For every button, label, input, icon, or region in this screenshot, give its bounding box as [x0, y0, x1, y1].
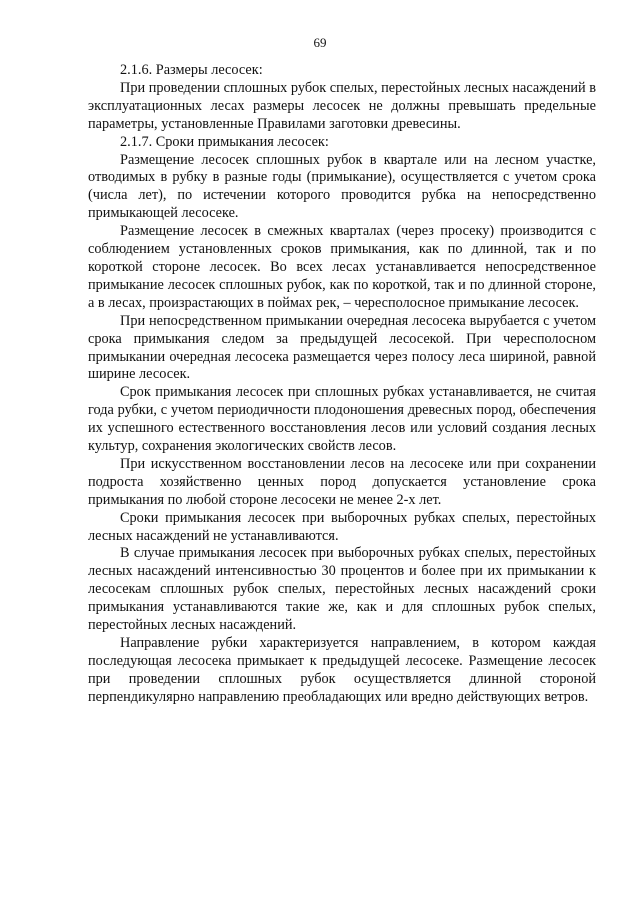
document-body	[88, 62, 596, 707]
section-heading-2-1-7: 2.1.7. Сроки примыкания лесосек:	[120, 133, 329, 150]
paragraph-selective-terms: Сроки примыкания лесосек при выборочных рубках спелых, перестойных лесных насаждений не устанавливаются.	[88, 509, 596, 544]
paragraph-adjacent-quarters: Размещение лесосек в смежных кварталах (через просеку) производится с соблюдением установленных сроков примыкания, как по длинной, так и по короткой стороне лесосек. Во всех лесах устанавливается непосредственное примыкание лесосек сплошных рубок, как по короткой, так и по длинной стороне, а в лесах, произрастающих в поймах рек, – чересполосное примыкание лесосек.	[88, 223, 596, 311]
paragraph-direct-adjacency: При непосредственном примыкании очередная лесосека вырубается с учетом срока примыкания следом за предыдущей лесосекой. При чересполосном примыкании очередная лесосека размещается через полосу леса шириной, равной ширине лесосек.	[88, 312, 596, 383]
page-number: 69	[313, 35, 327, 50]
paragraph-clearcut-size: При проведении сплошных рубок спелых, перестойных лесных насаждений в эксплуатационных лесах размеры лесосек не должны превышать предельные параметры, установленные Правилами заготовки древесины.	[88, 79, 596, 132]
paragraph-artificial-regeneration: При искусственном восстановлении лесов на лесосеке или при сохранении подроста хозяйственно ценных пород допускается установление срока примыкания по любой стороне лесосеки не менее 2-х лет.	[88, 455, 596, 508]
paragraph-adjacency-term: Срок примыкания лесосек при сплошных рубках устанавливается, не считая года рубки, с учетом периодичности плодоношения древесных пород, обеспечения их успешного естественного восстановления лесов или условий создания лесных культур, сохранения экологических свойств лесов.	[88, 384, 596, 455]
paragraph-cutting-direction: Направление рубки характеризуется направлением, в котором каждая последующая лесосека примыкает к предыдущей лесосеке. Размещение лесосек при проведении сплошных рубок осуществляется длинной стороной перпендикулярно направлению преобладающих или вредно действующих ветров.	[88, 635, 596, 705]
paragraph-placement: Размещение лесосек сплошных рубок в квартале или на лесном участке, отводимых в рубку в разные годы (примыкание), осуществляется с учетом срока (числа лет), по истечении которого проводится рубка на непосредственно примыкающей лесосеке.	[88, 151, 596, 222]
section-heading-2-1-6: 2.1.6. Размеры лесосек:	[120, 62, 263, 78]
paragraph-selective-adjacency: В случае примыкания лесосек при выборочных рубках спелых, перестойных лесных насаждений интенсивностью 30 процентов и более при их примыкании к лесосекам сплошных рубок спелых, перестойных лесных насаждений сроки примыкания устанавливаются такие же, как и для сплошных рубок спелых, перестойных лесных насаждений.	[88, 545, 596, 634]
